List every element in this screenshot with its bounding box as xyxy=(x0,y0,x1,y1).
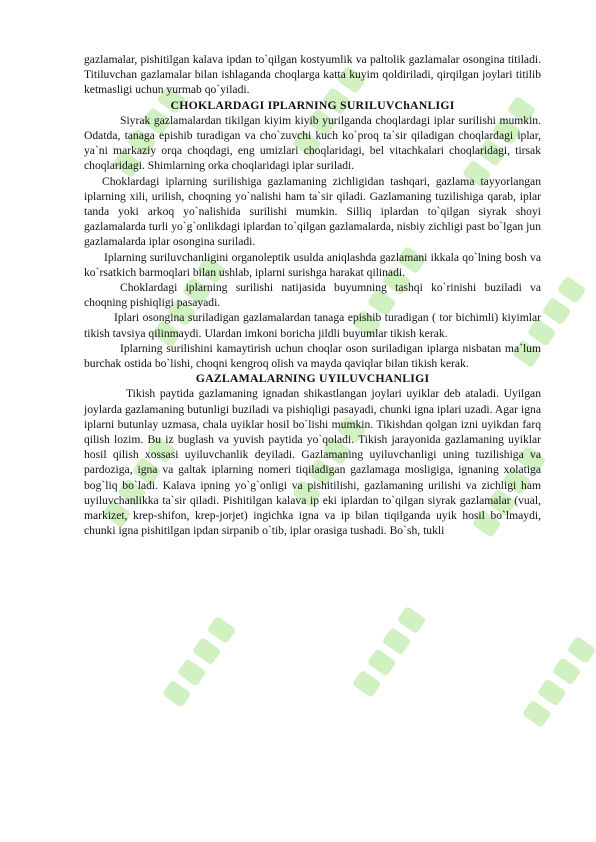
section-heading-gazlamalarning: GAZLAMALARNING UYILUVCHANLIGI xyxy=(195,371,430,386)
watermark-mark xyxy=(522,636,596,728)
section1-paragraph-4: Choklardagi iplarning surilishi natijasida buyumning tashqi ko`rinishi buziladi va choqning pishiqligi pasayadi. xyxy=(84,281,541,310)
section1-paragraph-5: Iplari osongina suriladigan gazlamalardan tanaga epishib turadigan ( tor bichimli) kiyimlar tikish tavsiya qilinmaydi. Ulardan imkoni boricha jildli buyumlar tikish kerak. xyxy=(84,311,541,340)
section1-paragraph-2: Choklardagi iplarning surilishiga gazlamaning zichligidan tashqari, gazlama tayyorlangan iplarning xili, urilish, choqning yo`nalishi ham ta`sir qiladi. Gazlamaning tuzilishiga qarab, iplar tanda yoki arkoq yo`nalishida surilishi mumkin. Silliq iplardan to`qilgan siyrak shoyi gazlamalarda turli yo`g`onlikdagi iplardan to`qilgan gazlamalarda, nisbiy zichligi past bo`lgan jun gazlamalarda iplar osongina suriladi. xyxy=(84,174,541,249)
section1-paragraph-6: Iplarning surilishini kamaytirish uchun choqlar oson suriladigan iplarga nisbatan ma`lum burchak ostida bo`lishi, choqni kengroq olish va mayda qaviqlar bilan tikish kerak. xyxy=(84,341,541,371)
document-body xyxy=(84,52,541,539)
section2-paragraph-1: Tikish paytida gazlamaning ignadan shikastlangan joylari uyiklar deb ataladi. Uyilgan joylarda gazlamaning butunligi buziladi va pishiqligi pasayadi, chunki igna iplari uzadi. Agar igna iplarni butunlay uzmasa, chala uyiklar hosil bo`lishi mumkin. Tikishdan qolgan izni uyikdan farq qilish lozim. Bu iz buglash va yuvish paytida yo`qoladi. Tikish jarayonida gazlamaning uyiklar hosil qilish xossasi uyiluvchanlik deyiladi. Gazlamaning uyiluvchanligi uning tuzilishiga va pardoziga, igna va galtak iplarning nomeri tiqiladigan gazlamaga mosligiga, ignaning xolatiga bog`liq bo`ladi. Kalava ipning yo`g`onligi va pishitilishi, gazlamaning urilishi va zichligi ham uyiluvchanlikka ta`sir qiladi. Pishitilgan kalava ip eki iplardan to`qilgan siyrak gazlamalar (vual, markizet, krep-shifon, krep-jorjet) ingichka igna va ip bilan tiqilganda uyik hosil bo`lmaydi, chunki igna pishitilgan ipdan sirpanib o`tib, iplar orasiga tushadi. Bo`sh, tukli xyxy=(84,387,541,538)
intro-paragraph: gazlamalar, pishitilgan kalava ipdan to`qilgan kostyumlik va paltolik gazlamalar osongina titiladi. Titiluvchan gazlamalar bilan ishlaganda choqlarga katta kuyim qoldiriladi, qirqilgan joylari titilib ketmasligi uchun yurmab qo`yiladi. xyxy=(84,53,541,97)
watermark-mark xyxy=(162,616,237,708)
section1-paragraph-1: Siyrak gazlamalardan tikilgan kiyim kiyib yurilganda choqlardagi iplar surilishi mumkin. Odatda, tanaga epishib turadigan va cho`zuvchi kuch ko`proq ta`sir qiladigan choqlardagi iplar, ya`ni markaziy orqa choqdagi, eng umizlari choqlaridagi, bel vitachkalari choqlaridagi, tirsak choqlaridagi. Shimlarning orka choqlaridagi iplar suriladi. xyxy=(84,113,541,173)
section1-paragraph-3: Iplarning suriluvchanligini organoleptik usulda aniqlashda gazlamani ikkala qo`lning bosh va ko`rsatkich barmoqlari bilan ushlab, iplarni surishga harakat qilinadi. xyxy=(84,250,541,279)
watermark-mark xyxy=(352,606,427,698)
section-heading-choklardagi: CHOKLARDAGI IPLARNING SURILUVChANLIGI xyxy=(170,97,455,112)
